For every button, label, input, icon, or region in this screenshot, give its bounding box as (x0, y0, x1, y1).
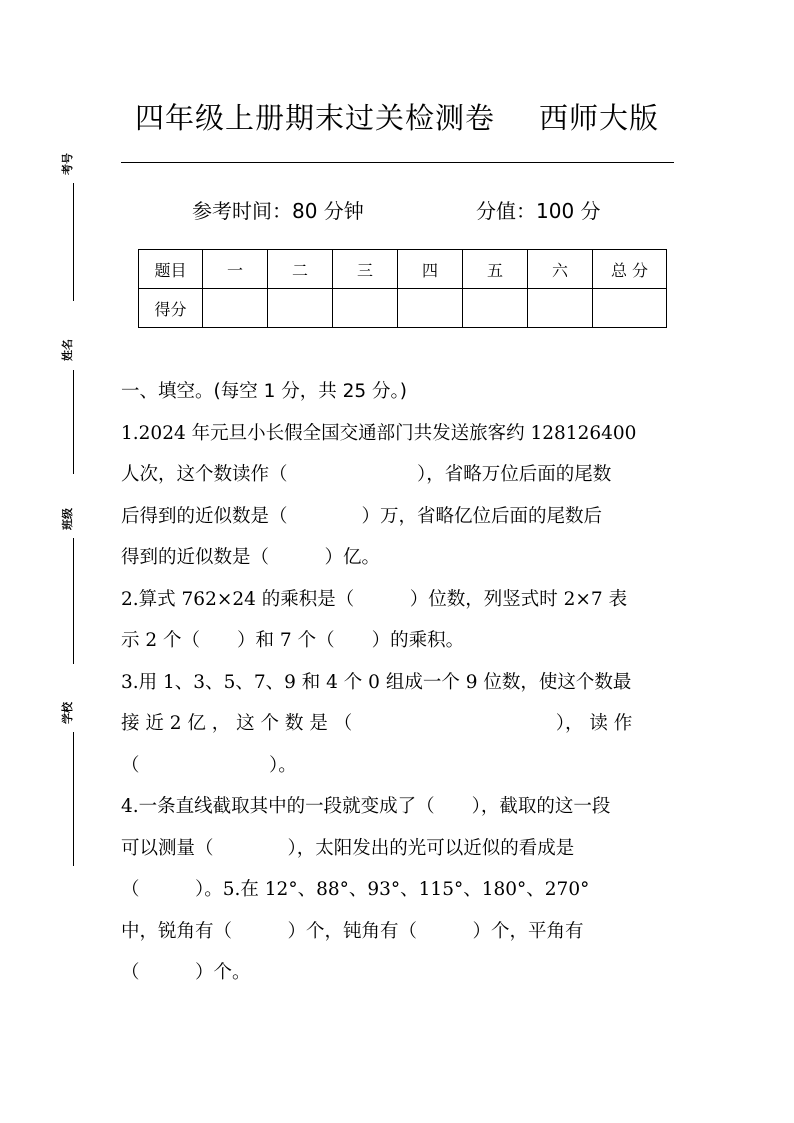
question-line: 1.2024 年元旦小长假全国交通部门共发送旅客约 128126400 (121, 422, 637, 444)
title-text: 四年级上册期末过关检测卷 (134, 101, 495, 135)
score-table (138, 249, 667, 328)
question-line: 得到的近似数是（ ）亿。 (121, 547, 381, 568)
name-line (73, 370, 74, 474)
score-input-cell[interactable] (398, 289, 463, 328)
class-label: 班级 (61, 508, 74, 530)
score-input-cell[interactable] (593, 289, 667, 328)
question-line: （ ）。5.在 12°、88°、93°、115°、180°、270° (121, 879, 590, 900)
section-heading: 一、填空。(每空 1 分，共 25 分。) (121, 381, 408, 402)
edition-text: 西师大版 (539, 101, 660, 135)
table-cell: 得分 (139, 289, 203, 328)
school-line (73, 732, 74, 866)
question-line: 示 2 个（ ）和 7 个（ ）的乘积。 (121, 630, 465, 651)
question-line: 2.算式 762×24 的乘积是（ ）位数，列竖式时 2×7 表 (121, 588, 628, 610)
table-cell: 五 (463, 250, 528, 289)
score-input-cell[interactable] (203, 289, 268, 328)
score-input-cell[interactable] (268, 289, 333, 328)
question-line: 人次，这个数读作（ ），省略万位后面的尾数 (121, 464, 612, 485)
school-label: 学校 (61, 702, 74, 724)
table-cell: 四 (398, 250, 463, 289)
name-label: 姓名 (61, 339, 74, 361)
exam-number-line (73, 183, 74, 301)
table-cell: 一 (203, 250, 268, 289)
question-line: 后得到的近似数是（ ）万，省略亿位后面的尾数后 (121, 505, 603, 527)
question-line: （ ）个。 (121, 962, 251, 983)
table-cell: 总 分 (593, 250, 667, 289)
exam-number-label: 考号 (61, 153, 74, 175)
table-cell: 三 (333, 250, 398, 289)
table-cell: 题目 (139, 250, 203, 289)
question-line: 中，锐角有（ ）个，钝角有（ ）个，平角有 (121, 920, 584, 942)
table-cell: 六 (528, 250, 593, 289)
score-info: 分值：100 分 (476, 199, 601, 223)
page-title (0, 96, 794, 137)
time-info: 参考时间：80 分钟 (192, 199, 364, 223)
score-input-cell[interactable] (528, 289, 593, 328)
question-line: （ ）。 (121, 754, 297, 776)
table-cell: 二 (268, 250, 333, 289)
table-row (139, 250, 667, 289)
title-rule (121, 162, 674, 163)
question-line: 可以测量（ ），太阳发出的光可以近似的看成是 (121, 837, 575, 859)
table-row (139, 289, 667, 328)
question-line: 4.一条直线截取其中的一段就变成了（ ），截取的这一段 (121, 796, 611, 817)
class-line (73, 538, 74, 664)
score-input-cell[interactable] (333, 289, 398, 328)
question-line: 3.用 1、3、5、7、9 和 4 个 0 组成一个 9 位数，使这个数最 (121, 671, 632, 693)
question-line: 接 近 2 亿 ， 这 个 数 是 （ ）， 读 作 (121, 713, 633, 734)
question-body (121, 371, 674, 994)
score-input-cell[interactable] (463, 289, 528, 328)
